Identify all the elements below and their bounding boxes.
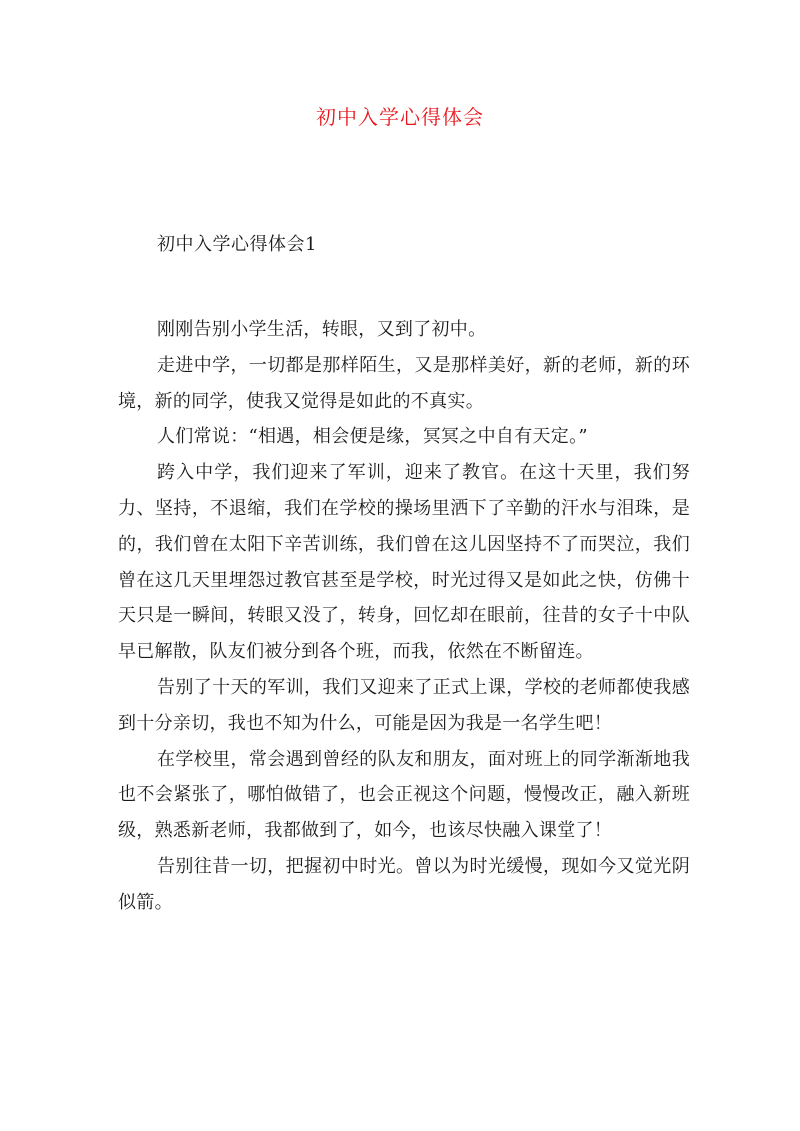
- paragraph: 告别了十天的军训，我们又迎来了正式上课，学校的老师都使我感到十分亲切，我也不知为什么，可能是因为我是一名学生吧！: [118, 676, 690, 734]
- paragraph: 刚刚告别小学生活，转眼，又到了初中。: [157, 319, 487, 340]
- document-body: [118, 312, 690, 921]
- paragraph: 告别往昔一切，把握初中时光。曾以为时光缓慢，现如今又觉光阴似箭。: [118, 855, 690, 913]
- paragraph: 人们常说：“相遇，相会便是缘，冥冥之中自有天定。”: [157, 426, 588, 448]
- document-title: 初中入学心得体会: [316, 105, 484, 129]
- paragraph: 跨入中学，我们迎来了军训，迎来了教官。在这十天里，我们努力、坚持，不退缩，我们在学校的操场里洒下了辛勤的汗水与泪珠，是的，我们曾在太阳下辛苦训练，我们曾在这儿因坚持不了而哭泣，我们曾在这几天里埋怨过教官甚至是学校，时光过得又是如此之快，仿佛十天只是一瞬间，转眼又没了，转身，回忆却在眼前，往昔的女子十中队早已解散，队友们被分到各个班，而我，依然在不断留连。: [118, 462, 690, 663]
- paragraph: 在学校里，常会遇到曾经的队友和朋友，面对班上的同学渐渐地我也不会紧张了，哪怕做错了，也会正视这个问题，慢慢改正，融入新班级，熟悉新老师，我都做到了，如今，也该尽快融入课堂了！: [118, 748, 690, 842]
- paragraph: 走进中学，一切都是那样陌生，又是那样美好，新的老师，新的环境，新的同学，使我又觉得是如此的不真实。: [118, 354, 690, 412]
- section-heading: 初中入学心得体会1: [157, 234, 317, 255]
